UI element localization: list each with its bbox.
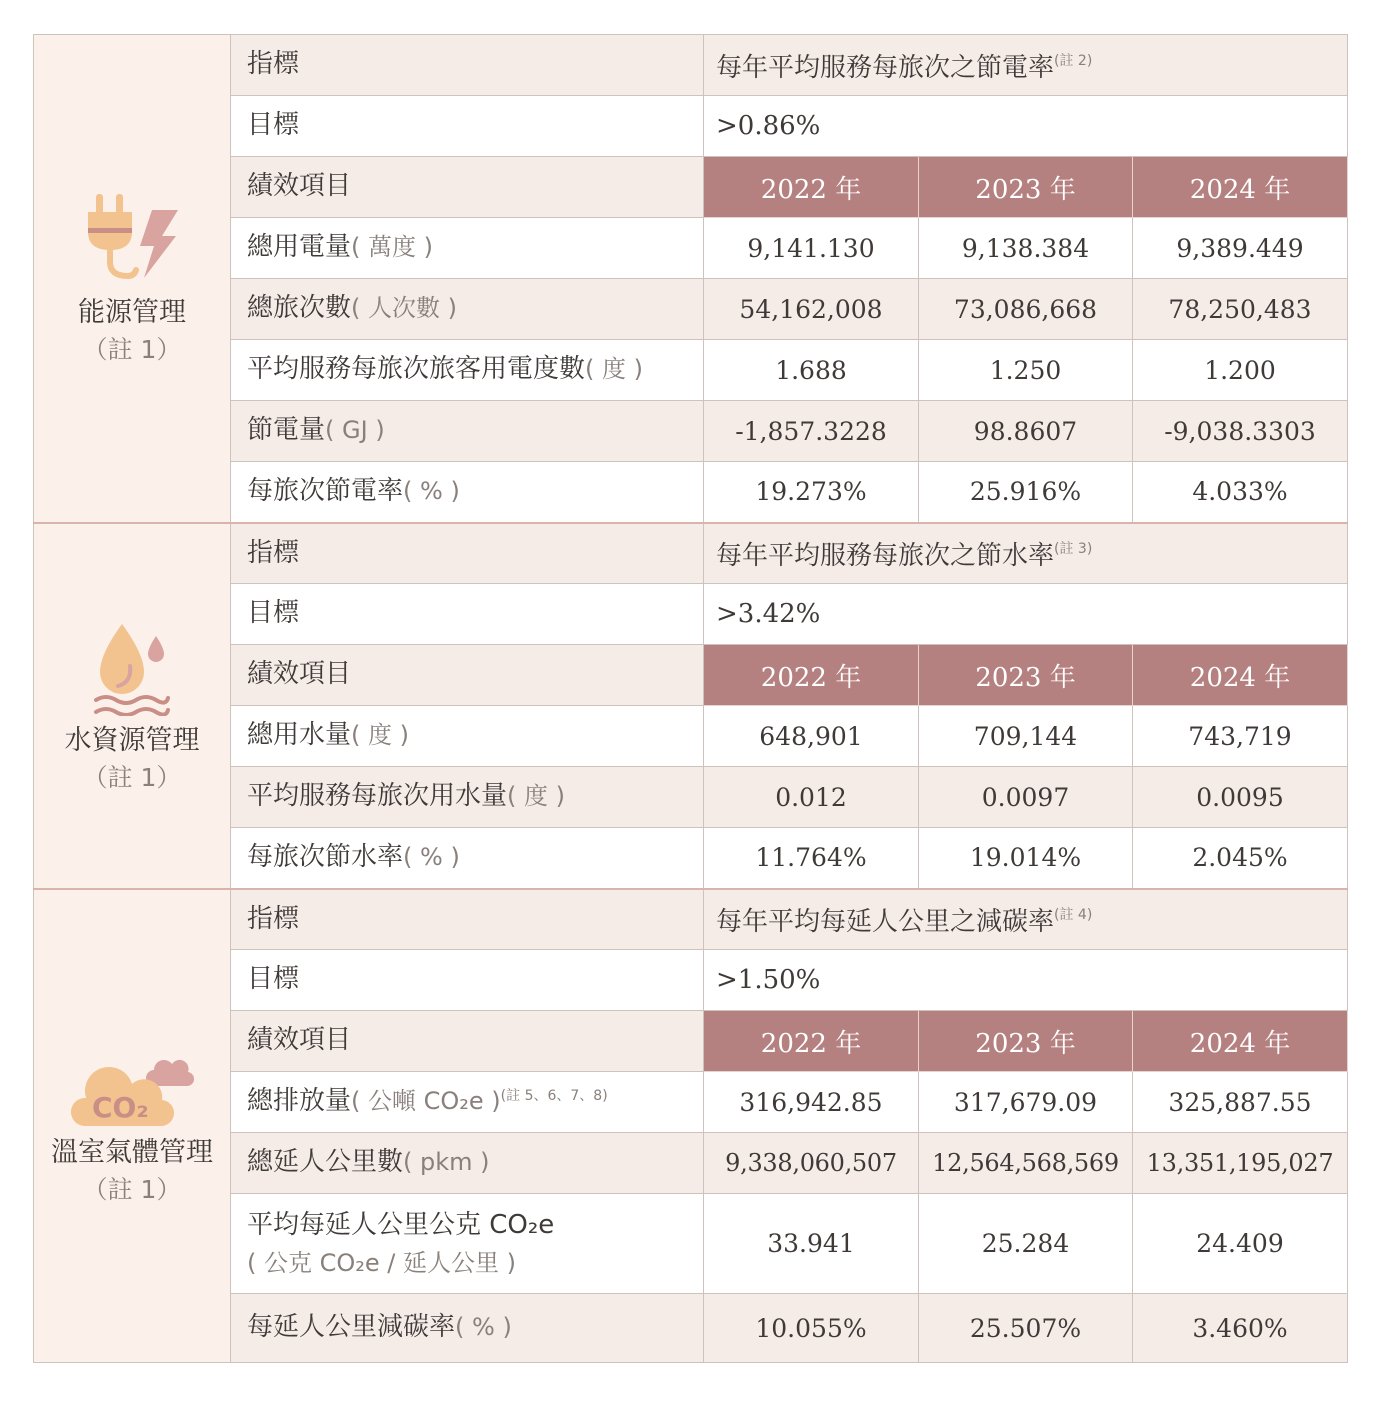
ghg-category-cell bbox=[34, 889, 231, 1363]
footnote-ref: (註 5、6、7、8) bbox=[500, 1088, 608, 1105]
water-indicator-row bbox=[34, 523, 1348, 584]
value-cell: 13,351,195,027 bbox=[1133, 1133, 1348, 1194]
value-cell: 709,144 bbox=[919, 706, 1133, 767]
row-unit: ( 公噸 CO₂e ) bbox=[351, 1087, 501, 1116]
energy-target-row bbox=[34, 96, 1348, 157]
category-note: （註 1） bbox=[82, 762, 182, 792]
row-label bbox=[231, 462, 704, 523]
water-target-row bbox=[34, 584, 1348, 645]
value-cell: 98.8607 bbox=[919, 401, 1133, 462]
row-label-text: 平均服務每旅次旅客用電度數 bbox=[247, 354, 586, 385]
year-header: 2022 年 bbox=[704, 157, 919, 218]
water-category-cell bbox=[34, 523, 231, 889]
value-cell: 1.200 bbox=[1133, 340, 1348, 401]
table-row bbox=[34, 218, 1348, 279]
energy-year-header-row bbox=[34, 157, 1348, 218]
value-cell: 317,679.09 bbox=[919, 1072, 1133, 1133]
year-header: 2023 年 bbox=[919, 157, 1133, 218]
year-header: 2024 年 bbox=[1133, 645, 1348, 706]
row-unit: ( % ) bbox=[455, 1313, 512, 1342]
value-cell: 25.916% bbox=[919, 462, 1133, 523]
year-header: 2023 年 bbox=[919, 1011, 1133, 1072]
value-cell: 73,086,668 bbox=[919, 279, 1133, 340]
row-label-text: 每延人公里減碳率 bbox=[247, 1312, 456, 1343]
value-cell: -9,038.3303 bbox=[1133, 401, 1348, 462]
table-row bbox=[34, 340, 1348, 401]
water-drops-icon bbox=[92, 616, 172, 716]
year-header: 2022 年 bbox=[704, 1011, 919, 1072]
target-label: 目標 bbox=[231, 96, 704, 157]
table-row bbox=[34, 828, 1348, 889]
row-label-text: 每旅次節水率 bbox=[247, 842, 404, 873]
row-unit: ( 度 ) bbox=[351, 721, 409, 750]
year-header: 2022 年 bbox=[704, 645, 919, 706]
value-cell: 1.688 bbox=[704, 340, 919, 401]
table-row bbox=[34, 1133, 1348, 1194]
value-cell: 9,141.130 bbox=[704, 218, 919, 279]
ghg-target-row bbox=[34, 950, 1348, 1011]
value-cell: 743,719 bbox=[1133, 706, 1348, 767]
ghg-year-header-row bbox=[34, 1011, 1348, 1072]
indicator-text: 每年平均服務每旅次之節水率 bbox=[716, 540, 1055, 571]
target-value: >0.86% bbox=[704, 96, 1348, 157]
row-label-text: 節電量 bbox=[247, 415, 326, 446]
value-cell: 12,564,568,569 bbox=[919, 1133, 1133, 1194]
plug-lightning-icon bbox=[82, 188, 182, 288]
value-cell: 25.507% bbox=[919, 1294, 1133, 1363]
footnote-ref: (註 4) bbox=[1054, 906, 1093, 923]
indicator-value bbox=[704, 889, 1348, 950]
table-row bbox=[34, 767, 1348, 828]
year-header: 2024 年 bbox=[1133, 157, 1348, 218]
category-note: （註 1） bbox=[82, 335, 182, 365]
row-label-text: 每旅次節電率 bbox=[247, 476, 404, 507]
value-cell: 4.033% bbox=[1133, 462, 1348, 523]
table-row bbox=[34, 462, 1348, 523]
year-header: 2024 年 bbox=[1133, 1011, 1348, 1072]
table-row bbox=[34, 279, 1348, 340]
indicator-label: 指標 bbox=[231, 889, 704, 950]
indicator-value bbox=[704, 35, 1348, 96]
value-cell: 25.284 bbox=[919, 1194, 1133, 1294]
row-label-text: 總排放量 bbox=[247, 1086, 352, 1117]
value-cell: 0.012 bbox=[704, 767, 919, 828]
row-label bbox=[231, 218, 704, 279]
value-cell: 33.941 bbox=[704, 1194, 919, 1294]
row-label-text: 平均每延人公里公克 CO₂e bbox=[247, 1209, 555, 1240]
value-cell: 78,250,483 bbox=[1133, 279, 1348, 340]
row-label bbox=[231, 401, 704, 462]
category-title: 溫室氣體管理 bbox=[51, 1136, 213, 1168]
sustainability-kpi-table bbox=[33, 34, 1348, 1363]
category-title: 能源管理 bbox=[78, 297, 186, 329]
row-label-text: 總用水量 bbox=[247, 720, 352, 751]
indicator-value bbox=[704, 523, 1348, 584]
value-cell: 19.273% bbox=[704, 462, 919, 523]
row-label-text: 總延人公里數 bbox=[247, 1147, 404, 1178]
row-label bbox=[231, 279, 704, 340]
co2-cloud-icon bbox=[70, 1044, 194, 1128]
target-value: >3.42% bbox=[704, 584, 1348, 645]
items-label: 績效項目 bbox=[231, 645, 704, 706]
value-cell: 11.764% bbox=[704, 828, 919, 889]
items-label: 績效項目 bbox=[231, 1011, 704, 1072]
value-cell: 10.055% bbox=[704, 1294, 919, 1363]
row-label bbox=[231, 767, 704, 828]
row-unit: ( GJ ) bbox=[325, 416, 385, 445]
value-cell: 9,389.449 bbox=[1133, 218, 1348, 279]
ghg-indicator-row bbox=[34, 889, 1348, 950]
row-label bbox=[231, 1133, 704, 1194]
table-row bbox=[34, 1294, 1348, 1363]
value-cell: 9,338,060,507 bbox=[704, 1133, 919, 1194]
category-title: 水資源管理 bbox=[64, 724, 200, 756]
row-label-text: 總旅次數 bbox=[247, 293, 352, 324]
row-unit: ( pkm ) bbox=[403, 1148, 490, 1177]
value-cell: -1,857.3228 bbox=[704, 401, 919, 462]
indicator-text: 每年平均服務每旅次之節電率 bbox=[716, 52, 1055, 83]
table-row bbox=[34, 1194, 1348, 1294]
value-cell: 9,138.384 bbox=[919, 218, 1133, 279]
value-cell: 3.460% bbox=[1133, 1294, 1348, 1363]
row-label bbox=[231, 828, 704, 889]
value-cell: 316,942.85 bbox=[704, 1072, 919, 1133]
row-label bbox=[231, 1294, 704, 1363]
footnote-ref: (註 3) bbox=[1054, 540, 1093, 557]
energy-indicator-row bbox=[34, 35, 1348, 96]
value-cell: 0.0095 bbox=[1133, 767, 1348, 828]
table-row bbox=[34, 1072, 1348, 1133]
value-cell: 0.0097 bbox=[919, 767, 1133, 828]
energy-category-cell bbox=[34, 35, 231, 523]
row-unit: ( 度 ) bbox=[585, 355, 643, 384]
target-label: 目標 bbox=[231, 950, 704, 1011]
row-label-text: 總用電量 bbox=[247, 232, 352, 263]
row-unit: ( 萬度 ) bbox=[351, 233, 433, 262]
water-year-header-row bbox=[34, 645, 1348, 706]
value-cell: 2.045% bbox=[1133, 828, 1348, 889]
target-label: 目標 bbox=[231, 584, 704, 645]
value-cell: 1.250 bbox=[919, 340, 1133, 401]
co2-label: CO₂ bbox=[92, 1090, 149, 1124]
table-row bbox=[34, 401, 1348, 462]
table-row bbox=[34, 706, 1348, 767]
items-label: 績效項目 bbox=[231, 157, 704, 218]
indicator-text: 每年平均每延人公里之減碳率 bbox=[716, 906, 1055, 937]
indicator-label: 指標 bbox=[231, 523, 704, 584]
row-label bbox=[231, 340, 704, 401]
value-cell: 648,901 bbox=[704, 706, 919, 767]
row-unit: ( 度 ) bbox=[507, 782, 565, 811]
target-value: >1.50% bbox=[704, 950, 1348, 1011]
row-label bbox=[231, 1194, 704, 1294]
row-unit: ( % ) bbox=[403, 477, 460, 506]
footnote-ref: (註 2) bbox=[1054, 52, 1093, 69]
row-unit: ( 人次數 ) bbox=[351, 294, 457, 323]
value-cell: 54,162,008 bbox=[704, 279, 919, 340]
value-cell: 24.409 bbox=[1133, 1194, 1348, 1294]
indicator-label: 指標 bbox=[231, 35, 704, 96]
row-unit: ( 公克 CO₂e / 延人公里 ) bbox=[247, 1248, 516, 1277]
row-unit: ( % ) bbox=[403, 843, 460, 872]
category-note: （註 1） bbox=[82, 1174, 182, 1204]
row-label-text: 平均服務每旅次用水量 bbox=[247, 781, 508, 812]
value-cell: 325,887.55 bbox=[1133, 1072, 1348, 1133]
year-header: 2023 年 bbox=[919, 645, 1133, 706]
value-cell: 19.014% bbox=[919, 828, 1133, 889]
row-label bbox=[231, 706, 704, 767]
row-label bbox=[231, 1072, 704, 1133]
